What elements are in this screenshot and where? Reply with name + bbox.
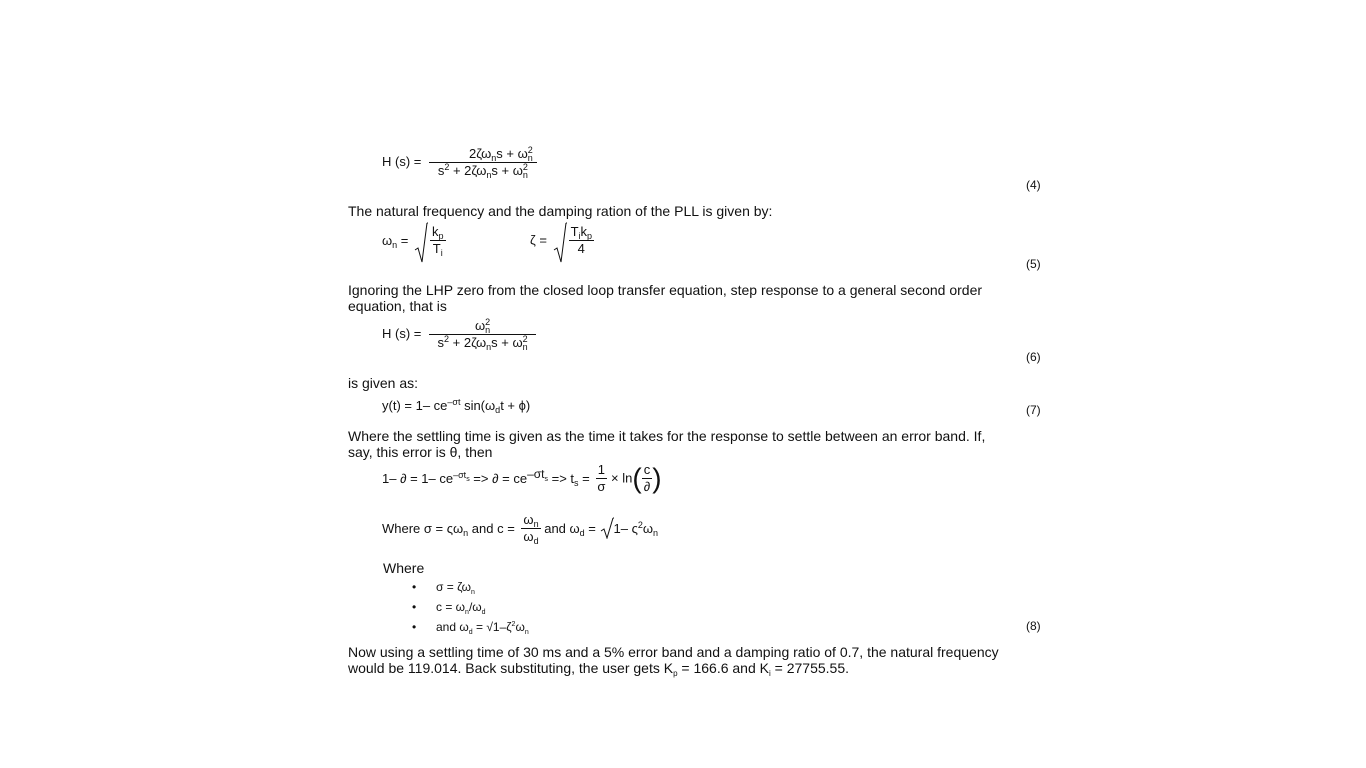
equation-number-5: (5) xyxy=(1026,257,1041,271)
equation-number-6: (6) xyxy=(1026,350,1041,364)
paragraph-conclusion-line2: would be 119.014. Back substituting, the user gets $K_p = 166.6$ and $K_i = 27755.55$. xyxy=(348,660,850,678)
sqrt-kp-ti: $\frac{k_p}{T_i}$ xyxy=(416,224,446,257)
list-item: • $\sigma = \zeta\omega_n$ xyxy=(412,580,475,596)
equation-number-8: (8) xyxy=(1026,619,1041,633)
radical-sign-icon xyxy=(414,222,428,264)
paragraph-ignoring-lhp-line2: equation, that is xyxy=(348,298,447,314)
equation-6: H (s) = $\frac{\omega^2_n}{s^2 + 2\zeta\omega_ns + \omega^2_n}$ xyxy=(382,318,536,351)
paragraph-settling-time-line2: say, this error is θ, then xyxy=(348,444,493,460)
radical-sign-icon xyxy=(553,222,567,264)
right-paren-icon: ) xyxy=(652,462,662,494)
eq4-lhs: H (s) = xyxy=(382,153,422,169)
equation-5-zeta: ζ = $\frac{T_ik_p}{4}$ xyxy=(530,224,594,257)
equation-4 xyxy=(382,146,537,179)
left-paren-icon: ( xyxy=(632,462,642,494)
sqrt-ti-kp-4: $\frac{T_ik_p}{4}$ xyxy=(555,224,594,257)
equation-number-4: (4) xyxy=(1026,178,1041,192)
radical-sign-icon xyxy=(600,517,614,539)
equation-number-7: (7) xyxy=(1026,403,1041,417)
paragraph-ignoring-lhp-line1: Ignoring the LHP zero from the closed loop transfer equation, step response to a general second order xyxy=(348,282,983,298)
list-item: • $c = \omega_n/\omega_d$ xyxy=(412,600,486,616)
equation-7: y(t) = 1– $ce^{-\sigma t}$ $\sin(\omega_dt + \phi)$ xyxy=(382,397,531,415)
paragraph-is-given-as: is given as: xyxy=(348,375,419,391)
equation-5-omega: $\omega_n$ = $\frac{k_p}{T_i}$ xyxy=(382,224,446,257)
paragraph-settling-time-line1: Where the settling time is given as the time it takes for the response to settle between an error band. If, xyxy=(348,428,986,444)
paragraph-conclusion-line1: Now using a settling time of 30 ms and a 5% error band and a damping ratio of 0.7, the natural frequency xyxy=(348,644,999,660)
sqrt-one-minus-zeta: 1– $\varsigma^2$ xyxy=(602,521,643,537)
bullet-list xyxy=(412,577,529,637)
equation-settling-time: 1– ∂ = 1– $ce^{-\sigma t_s}$ => ∂ = $ce^{-\sigma t_s} => t_s$ = $\frac{1}{\sigma}$ × ln( $\frac{c}{\partial}$ ) xyxy=(382,462,662,494)
where-label: Where xyxy=(383,560,425,576)
paragraph-natural-frequency: The natural frequency and the damping ration of the PLL is given by: xyxy=(348,203,773,219)
eq4-fraction: $\frac{2\zeta\omega_ns + \omega^2_n}{s^2 + 2\zeta\omega_ns + \omega^2_n}$ xyxy=(429,146,537,179)
list-item: • and $\omega_d = √1-\zeta^2\omega_n$ xyxy=(412,620,529,636)
equation-where-sigma: Where $\sigma = \varsigma\omega_n$ and c = $\frac{\omega_n}{\omega_d}$ and $\omega_d$ = 1– $\varsigma^2\omega_n$ xyxy=(382,512,659,546)
